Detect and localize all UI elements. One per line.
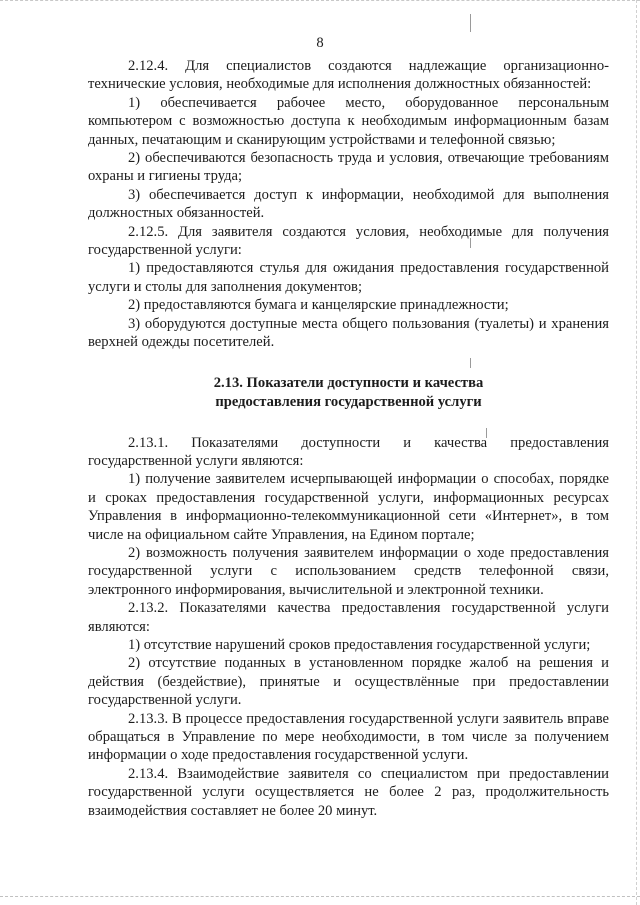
list-item: 1) обеспечивается рабочее место, оборудованное персональным компьютером с возможностью доступа к необходимым информационным базам данных, печатающим и сканирующим устройствами и телефонной связью; — [88, 94, 609, 148]
list-item: 3) обеспечивается доступ к информации, необходимой для выполнения должностных обязанностей. — [88, 186, 609, 222]
list-item: 2) возможность получения заявителем информации о ходе предоставления государственной услуги с использованием средств телефонной связи, электронного информирования, вычислительной и электронной техники. — [88, 544, 609, 598]
list-item: 1) предоставляются стулья для ожидания предоставления государственной услуги и столы для заполнения документов; — [88, 260, 609, 295]
paragraph-2-13-1: 2.13.1. Показателями доступности и качества предоставления государственной услуги являются: — [88, 434, 609, 469]
scan-edge-top — [0, 0, 640, 3]
list-item: 2) отсутствие поданных в установленном порядке жалоб на решения и действия (бездействие), принятые и осуществлённые при предоставлении государственной услуги. — [88, 655, 609, 709]
scan-edge-right — [636, 0, 638, 905]
paragraph-2-13-4: 2.13.4. Взаимодействие заявителя со специалистом при предоставлении государственной услуги осуществляется не более 2 раз, продолжительность взаимодействия составляет не более 20 минут. — [88, 765, 609, 819]
paragraph-2-13-2: 2.13.2. Показателями качества предоставления государственной услуги являются: — [88, 600, 609, 635]
section-heading — [88, 374, 609, 412]
list-item: 2) предоставляются бумага и канцелярские принадлежности; — [128, 297, 509, 314]
paragraph-2-13-3: 2.13.3. В процессе предоставления государственной услуги заявитель вправе обращаться в Управление по мере необходимости, в том числе за получением информации о ходе предоставления государственной услуги. — [88, 710, 609, 764]
scan-artifact-mark — [470, 14, 471, 32]
list-item: 2) обеспечиваются безопасность труда и условия, отвечающие требованиям охраны и гигиены труда; — [88, 150, 609, 185]
section-heading-line2: предоставления государственной услуги — [215, 393, 482, 410]
scan-edge-bottom — [0, 896, 640, 899]
page-number: 8 — [316, 35, 324, 51]
document-body — [88, 57, 609, 820]
list-item: 1) отсутствие нарушений сроков предоставления государственной услуги; — [128, 636, 591, 653]
paragraph-2-12-5: 2.12.5. Для заявителя создаются условия, необходимые для получения государственной услуги: — [88, 223, 609, 259]
section-heading-line1: 2.13. Показатели доступности и качества — [213, 374, 484, 391]
list-item: 1) получение заявителем исчерпывающей информации о способах, порядке и сроках предоставления государственной услуги, информационных ресурсах Управления в информационно-телекоммуникационной сети «Интернет», в том числе на официальном сайте Управления, на Едином портале; — [88, 471, 609, 543]
paragraph-2-12-4: 2.12.4. Для специалистов создаются надлежащие организационно-технические условия, необходимые для исполнения должностных обязанностей: — [88, 58, 609, 93]
list-item: 3) оборудуются доступные места общего пользования (туалеты) и хранения верхней одежды посетителей. — [88, 315, 609, 351]
